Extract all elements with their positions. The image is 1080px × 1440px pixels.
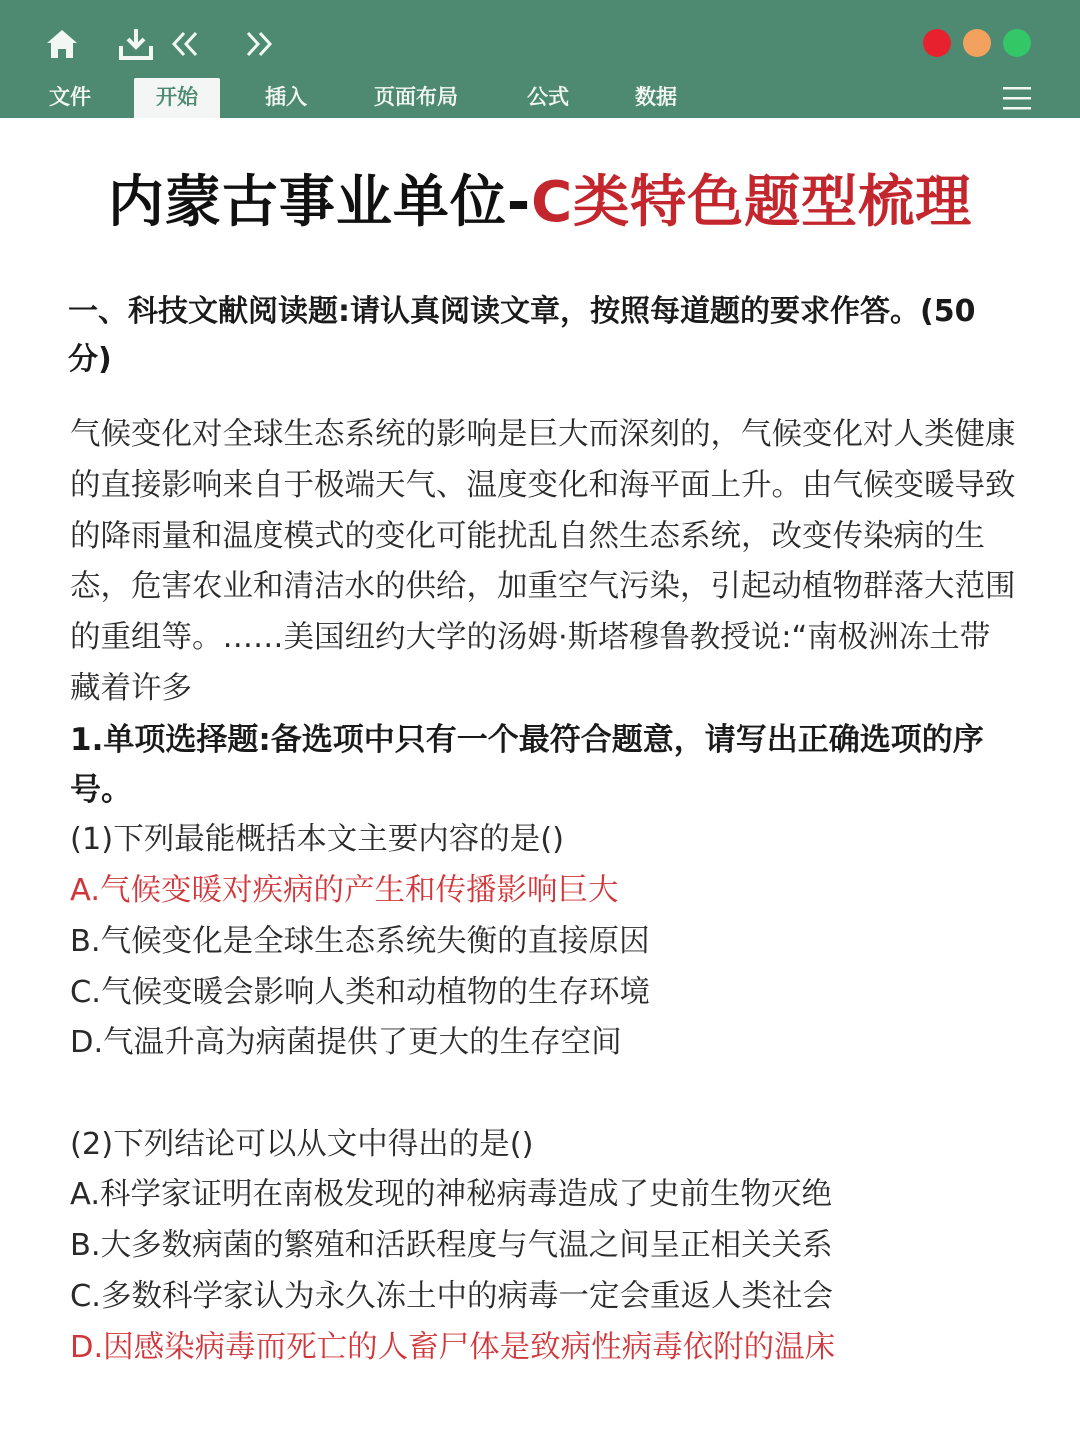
hamburger-menu-icon[interactable] (1003, 86, 1031, 110)
home-icon[interactable] (42, 24, 82, 64)
question-2-option-c: C.多数科学家认为永久冻土中的病毒一定会重返人类社会 (70, 1279, 833, 1314)
tab-insert[interactable]: 插入 (265, 85, 307, 109)
page-title (0, 158, 1080, 238)
question-1-option-a: A.气候变暖对疾病的产生和传播影响巨大 (70, 873, 619, 908)
reading-passage: 气候变化对全球生态系统的影响是巨大而深刻的，气候变化对人类健康的直接影响来自于极端天气、温度变化和海平面上升。由气候变暖导致的降雨量和温度模式的变化可能扰乱自然生态系统，改变传染病的生态，危害农业和清洁水的供给，加重空气污染，引起动植物群落大范围的重组等。……美国纽约大学的汤姆·斯塔穆鲁教授说:“南极洲冻土带藏着许多 (70, 417, 1016, 706)
question-2-stem: (2)下列结论可以从文中得出的是() (70, 1127, 534, 1162)
forward-icon[interactable] (238, 24, 278, 64)
minimize-window-button[interactable] (963, 29, 991, 57)
back-icon[interactable] (166, 24, 206, 64)
question-2-option-a: A.科学家证明在南极发现的神秘病毒造成了史前生物灭绝 (70, 1177, 833, 1212)
question-2-option-b: B.大多数病菌的繁殖和活跃程度与气温之间呈正相关关系 (70, 1228, 833, 1263)
title-highlight: C类特色题型梳理 (531, 170, 973, 235)
question-1-option-c: C.气候变暖会影响人类和动植物的生存环境 (70, 975, 650, 1010)
app-toolbar (0, 0, 1080, 118)
question-type-heading: 1.单项选择题:备选项中只有一个最符合题意，请写出正确选项的序号。 (70, 722, 984, 808)
tab-file[interactable]: 文件 (49, 85, 91, 109)
question-2-option-d: D.因感染病毒而死亡的人畜尸体是致病性病毒依附的温床 (70, 1330, 836, 1365)
question-1-option-b: B.气候变化是全球生态系统失衡的直接原因 (70, 924, 650, 959)
question-1-option-d: D.气温升高为病菌提供了更大的生存空间 (70, 1025, 622, 1060)
download-icon[interactable] (116, 24, 156, 64)
tab-formula[interactable]: 公式 (527, 85, 569, 109)
close-window-button[interactable] (923, 29, 951, 57)
tab-home[interactable]: 开始 (134, 78, 220, 118)
tab-data[interactable]: 数据 (635, 85, 677, 109)
section-heading: 一、科技文献阅读题:请认真阅读文章，按照每道题的要求作答。(50分) (68, 294, 976, 377)
question-1-stem: (1)下列最能概括本文主要内容的是() (70, 822, 565, 857)
title-main: 内蒙古事业单位- (107, 170, 532, 235)
tab-page-layout[interactable]: 页面布局 (374, 85, 458, 109)
maximize-window-button[interactable] (1003, 29, 1031, 57)
